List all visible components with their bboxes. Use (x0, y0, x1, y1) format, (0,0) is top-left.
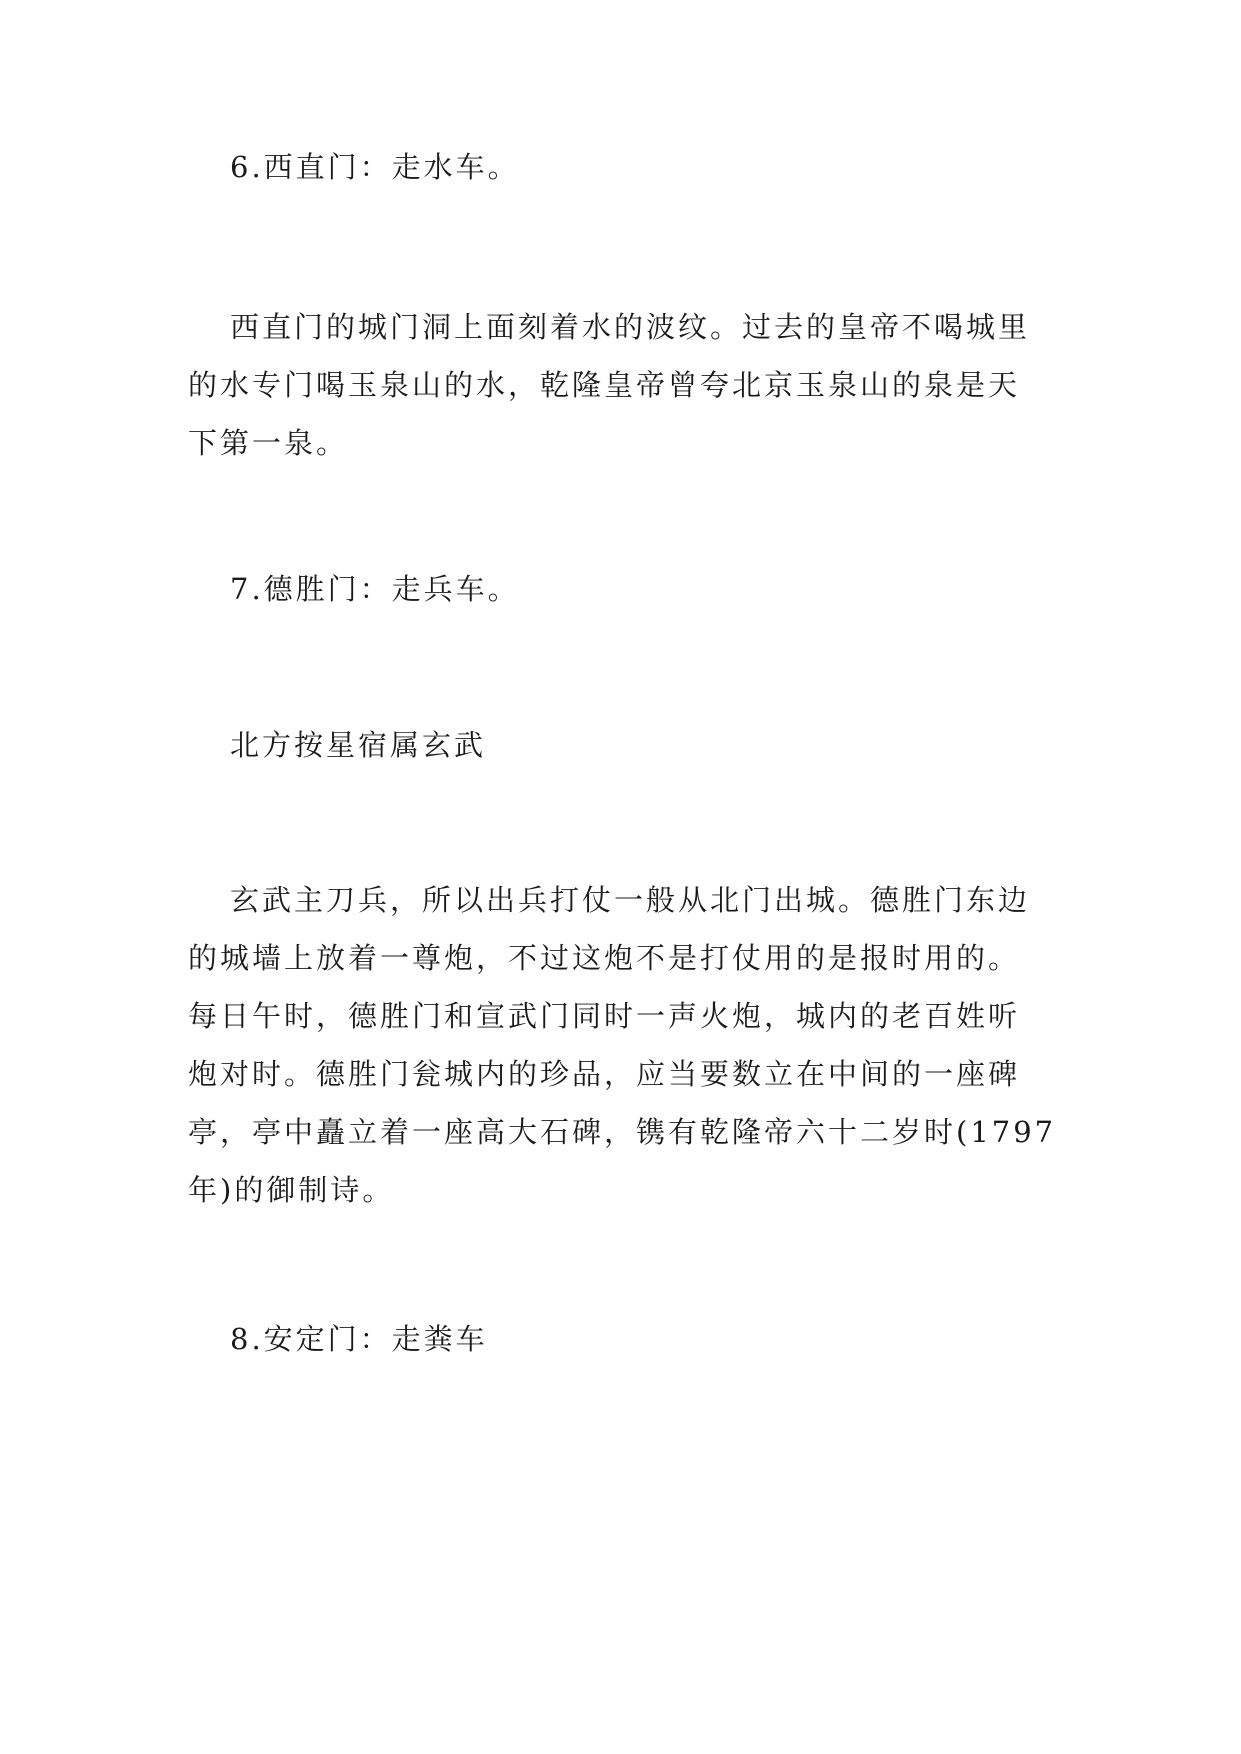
paragraph-line: 炮对时。德胜门瓮城内的珍品，应当要数立在中间的一座碑 (188, 1057, 1021, 1091)
paragraph-line: 每日午时，德胜门和宣武门同时一声火炮，城内的老百姓听 (188, 999, 1021, 1033)
paragraph-line: 的水专门喝玉泉山的水，乾隆皇帝曾夸北京玉泉山的泉是天 (188, 368, 1021, 402)
paragraph-line: 玄武主刀兵，所以出兵打仗一般从北门出城。德胜门东边 (230, 883, 1031, 917)
section-heading-8: 8.安定门：走粪车 (230, 1322, 488, 1356)
section-paragraph-6 (188, 298, 1068, 472)
section-heading-7: 7.德胜门：走兵车。 (230, 572, 520, 606)
paragraph-line: 亭，亭中矗立着一座高大石碑，镌有乾隆帝六十二岁时(1797 (188, 1115, 1057, 1149)
section-paragraph-7 (188, 871, 1068, 1219)
paragraph-line: 下第一泉。 (188, 426, 349, 460)
paragraph-line: 的城墙上放着一尊炮，不过这炮不是打仗用的是报时用的。 (188, 941, 1021, 975)
section-subheading-7: 北方按星宿属玄武 (230, 728, 487, 762)
paragraph-line: 西直门的城门洞上面刻着水的波纹。过去的皇帝不喝城里 (230, 310, 1031, 344)
paragraph-line: 年)的御制诗。 (188, 1173, 395, 1207)
section-heading-6: 6.西直门：走水车。 (230, 150, 520, 184)
